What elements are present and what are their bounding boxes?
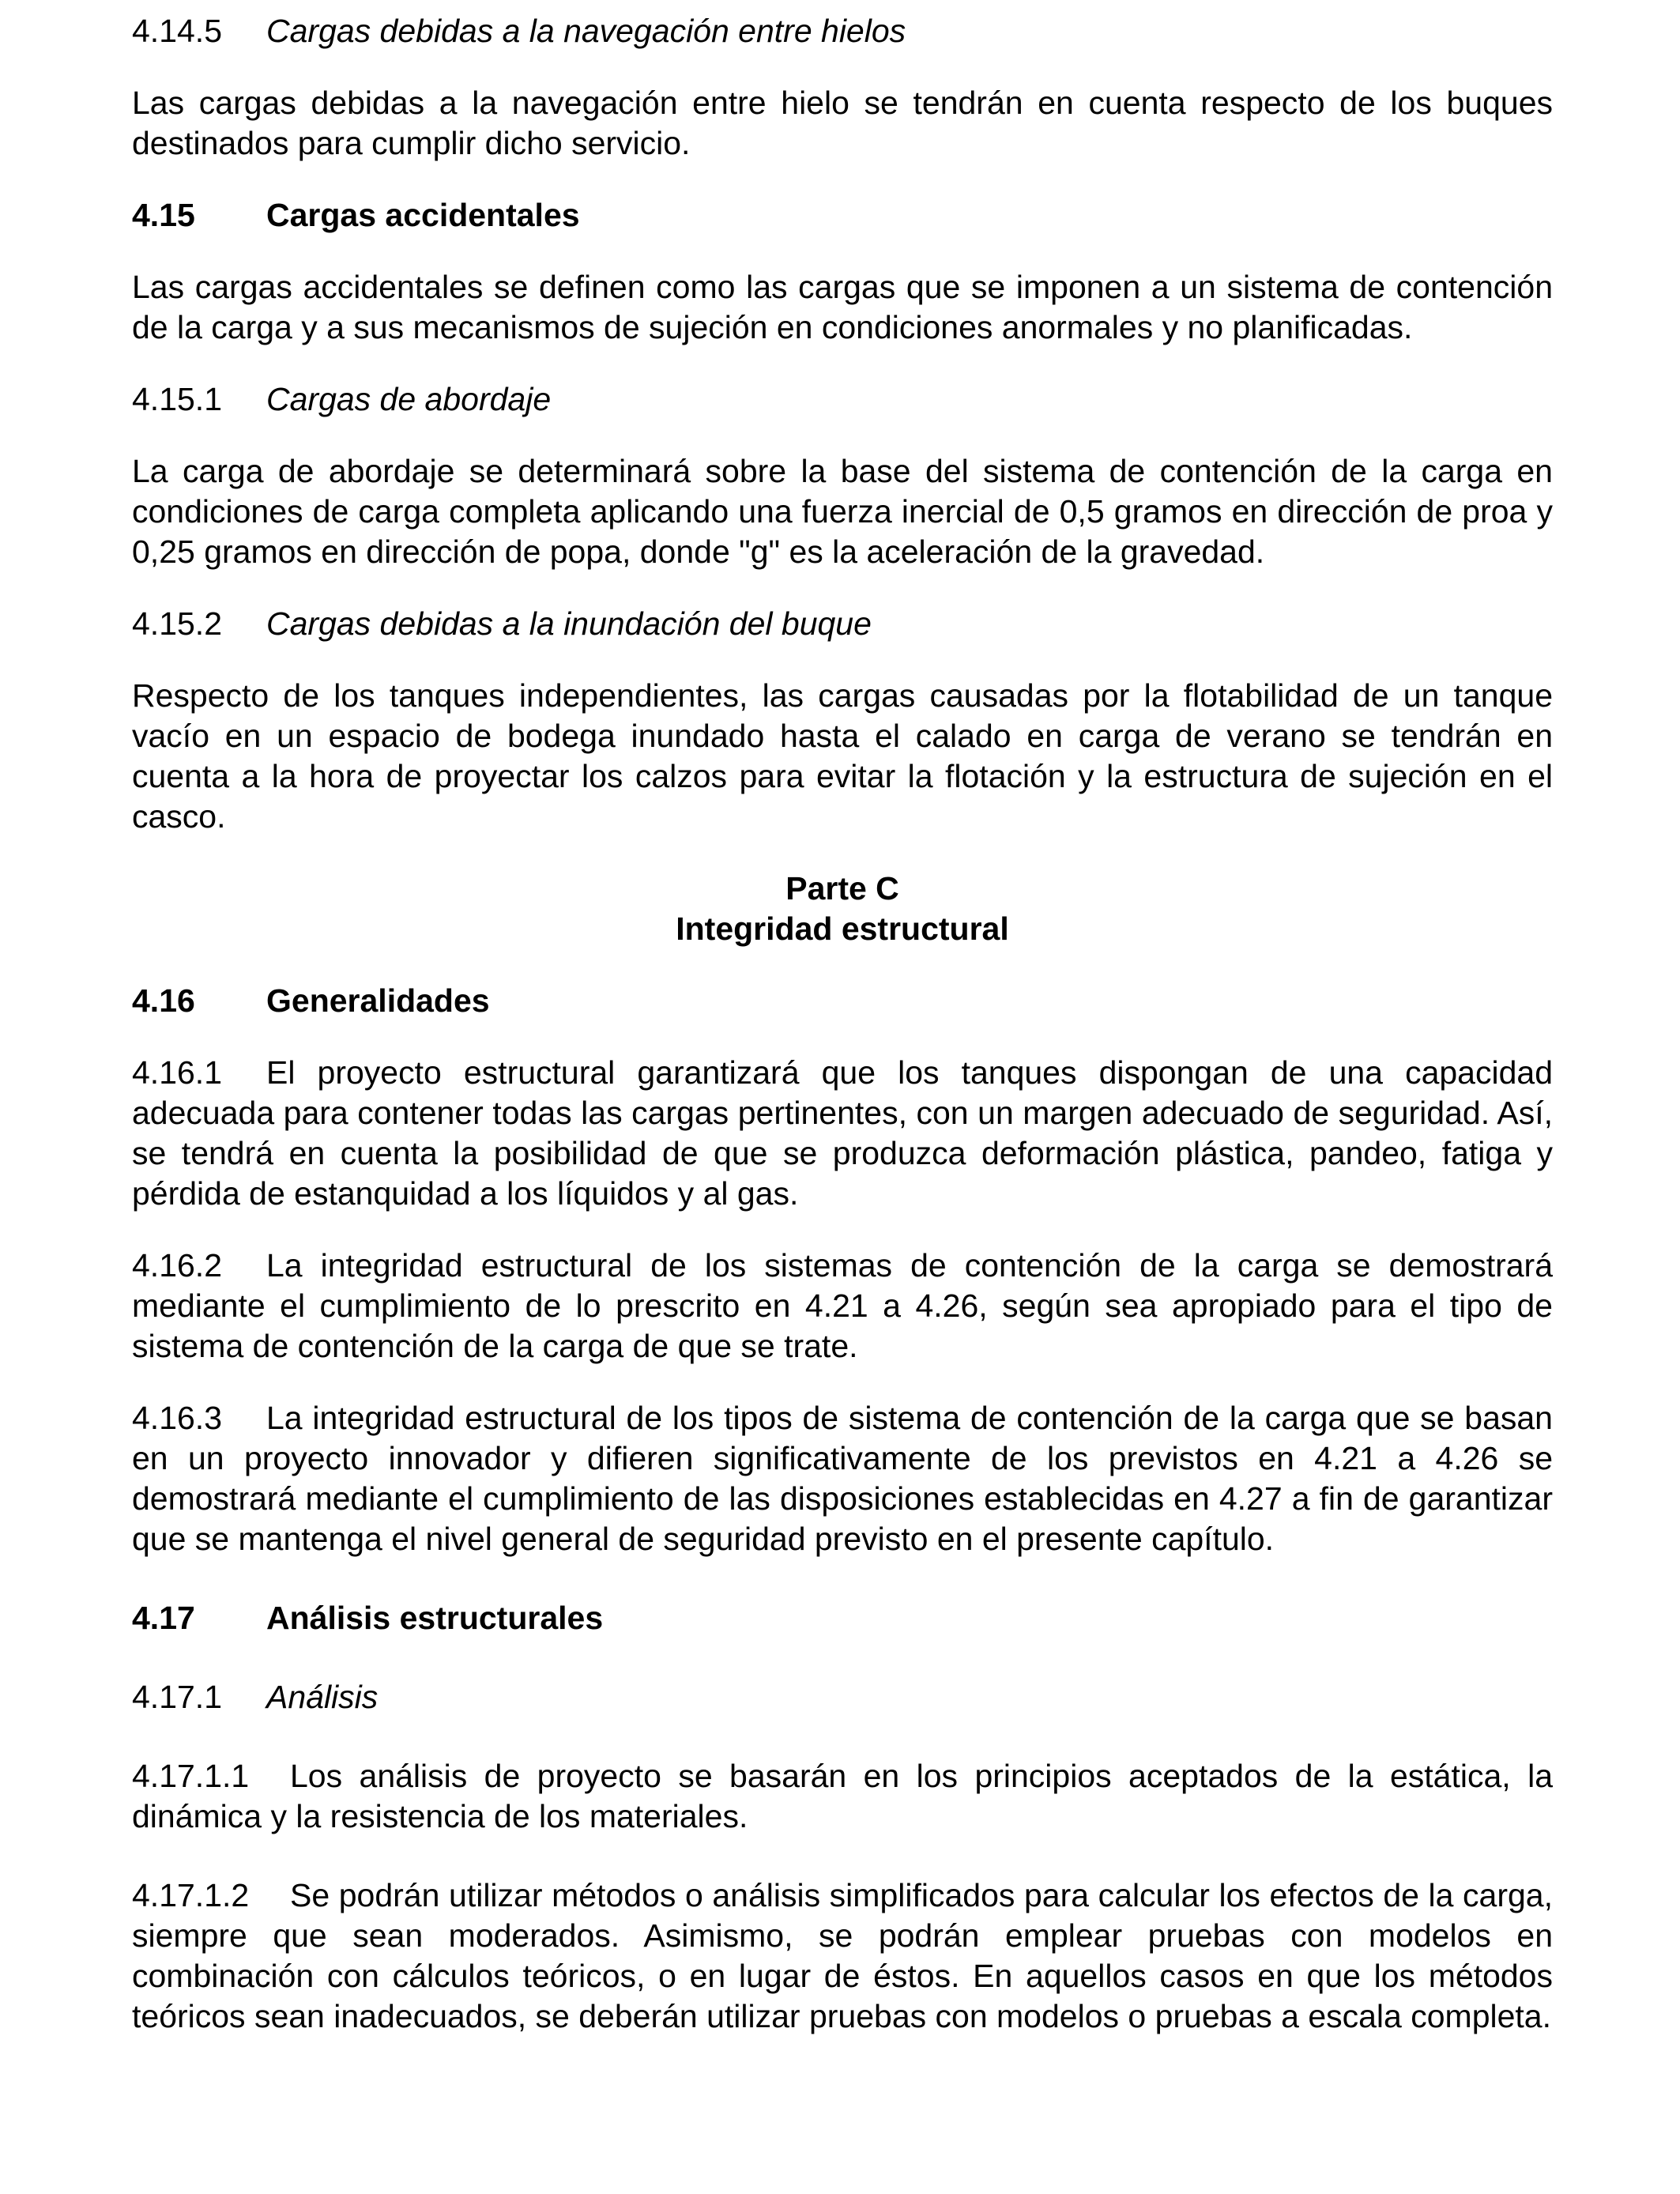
paragraph-text: El proyecto estructural garantizará que los tanques dispongan de una capacidad adecuada para contener todas las cargas pertinentes, con un margen adecuado de seguridad. Así, se tendrá en cuenta la posibilidad de que se produzca deformación plástica, pandeo, fatiga y pérdida de estanquidad a los líquidos y al gas. <box>132 1054 1553 1212</box>
paragraph-text: La integridad estructural de los sistemas de contención de la carga se demostrará mediante el cumplimiento de lo prescrito en 4.21 a 4.26, según sea apropiado para el tipo de sistema de contención de la carga de que se trate. <box>132 1247 1553 1364</box>
paragraph-number: 4.16.2 <box>132 1247 222 1284</box>
paragraph-4-17-1-2 <box>132 1875 1553 2037</box>
section-number: 4.15.1 <box>132 381 222 417</box>
paragraph-number: 4.16.1 <box>132 1054 222 1091</box>
paragraph-number: 4.16.3 <box>132 1400 222 1436</box>
paragraph-4-15-2: Respecto de los tanques independientes, las cargas causadas por la flotabilidad de un tanque vacío en un espacio de bodega inundado hasta el calado en carga de verano se tendrán en cuenta a la hora de proyectar los calzos para evitar la flotación y la estructura de sujeción en el casco. <box>132 677 1553 835</box>
paragraph-number: 4.17.1.2 <box>132 1877 250 1913</box>
heading-4-17-1 <box>132 1677 1553 1717</box>
section-number: 4.15 <box>132 197 195 233</box>
heading-4-16 <box>132 981 1553 1021</box>
section-title: Análisis estructurales <box>266 1600 604 1636</box>
part-title: Integridad estructural <box>676 910 1009 947</box>
section-title: Cargas de abordaje <box>266 381 552 417</box>
heading-4-15-1 <box>132 379 1553 420</box>
section-title: Cargas debidas a la inundación del buque <box>266 605 872 642</box>
part-label: Parte C <box>785 870 899 907</box>
paragraph-4-17-1-1 <box>132 1756 1553 1837</box>
paragraph-number: 4.17.1.1 <box>132 1758 250 1794</box>
heading-4-15 <box>132 195 1553 236</box>
document-page <box>132 11 1553 2037</box>
paragraph-4-15: Las cargas accidentales se definen como las cargas que se imponen a un sistema de contención de la carga y a sus mecanismos de sujeción en condiciones anormales y no planificadas. <box>132 269 1553 345</box>
section-number: 4.15.2 <box>132 605 222 642</box>
heading-4-17 <box>132 1598 1553 1638</box>
section-title: Generalidades <box>266 982 490 1019</box>
section-title: Cargas accidentales <box>266 197 580 233</box>
heading-4-15-2 <box>132 604 1553 644</box>
paragraph-4-14-5: Las cargas debidas a la navegación entre hielo se tendrán en cuenta respecto de los buques destinados para cumplir dicho servicio. <box>132 85 1553 161</box>
section-number: 4.14.5 <box>132 13 222 49</box>
section-number: 4.17.1 <box>132 1679 222 1715</box>
paragraph-4-16-3 <box>132 1398 1553 1559</box>
section-number: 4.17 <box>132 1600 195 1636</box>
section-title: Cargas debidas a la navegación entre hielos <box>266 13 906 49</box>
paragraph-4-16-1 <box>132 1053 1553 1214</box>
paragraph-text: Los análisis de proyecto se basarán en los principios aceptados de la estática, la dinámica y la resistencia de los materiales. <box>132 1758 1553 1834</box>
paragraph-4-15-1: La carga de abordaje se determinará sobre la base del sistema de contención de la carga en condiciones de carga completa aplicando una fuerza inercial de 0,5 gramos en dirección de proa y 0,25 gramos en dirección de popa, donde "g" es la aceleración de la gravedad. <box>132 453 1553 570</box>
section-title: Análisis <box>266 1679 379 1715</box>
paragraph-text: Se podrán utilizar métodos o análisis simplificados para calcular los efectos de la carga, siempre que sean moderados. Asimismo, se podrán emplear pruebas con modelos en combinación con cálculos teóricos, o en lugar de éstos. En aquellos casos en que los métodos teóricos sean inadecuados, se deberán utilizar pruebas con modelos o pruebas a escala completa. <box>132 1877 1553 2034</box>
paragraph-text: La integridad estructural de los tipos de sistema de contención de la carga que se basan en un proyecto innovador y difieren significativamente de los previstos en 4.21 a 4.26 se demostrará mediante el cumplimiento de las disposiciones establecidas en 4.27 a fin de garantizar que se mantenga el nivel general de seguridad previsto en el presente capítulo. <box>132 1400 1553 1557</box>
heading-4-14-5 <box>132 11 1553 51</box>
section-number: 4.16 <box>132 982 195 1019</box>
paragraph-4-16-2 <box>132 1246 1553 1367</box>
